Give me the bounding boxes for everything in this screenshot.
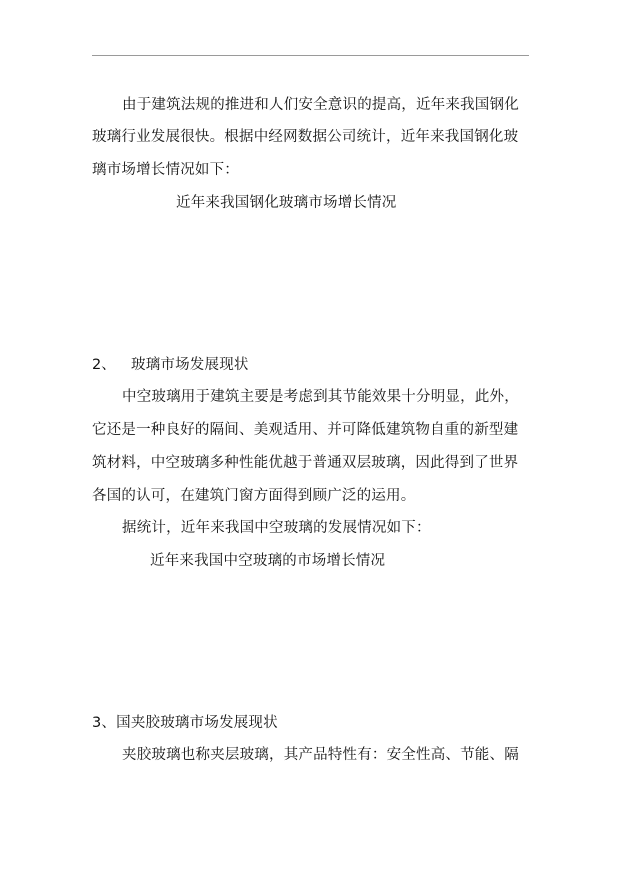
hollow-glass-chart-caption: 近年来我国中空玻璃的市场增长情况 [150,553,386,569]
s2-para-line-2: 它还是一种良好的隔间、美观适用、并可降低建筑物自重的新型建 [92,422,519,438]
s3-para-line-1: 夹胶玻璃也称夹层玻璃，其产品特性有：安全性高、节能、隔 [122,747,519,763]
s1-para-line-2: 玻璃行业发展很快。根据中经网数据公司统计，近年来我国钢化玻 [92,129,519,145]
s2-para-line-3: 筑材料，中空玻璃多种性能优越于普通双层玻璃，因此得到了世界 [92,455,519,471]
header-rule [92,55,529,56]
section3-heading: 3、国夹胶玻璃市场发展现状 [92,715,278,731]
section2-number: 2、 [92,357,116,373]
s1-para-line-3: 璃市场增长情况如下： [92,162,239,178]
s2-stat-line: 据统计，近年来我国中空玻璃的发展情况如下： [122,520,431,536]
section2-title: 玻璃市场发展现状 [131,357,249,373]
s1-para-line-1: 由于建筑法规的推进和人们安全意识的提高，近年来我国钢化 [122,97,519,113]
s2-para-line-4: 各国的认可，在建筑门窗方面得到顾广泛的运用。 [92,488,416,504]
s2-para-line-1: 中空玻璃用于建筑主要是考虑到其节能效果十分明显，此外， [122,389,519,405]
tempered-glass-chart-caption: 近年来我国钢化玻璃市场增长情况 [176,195,397,211]
